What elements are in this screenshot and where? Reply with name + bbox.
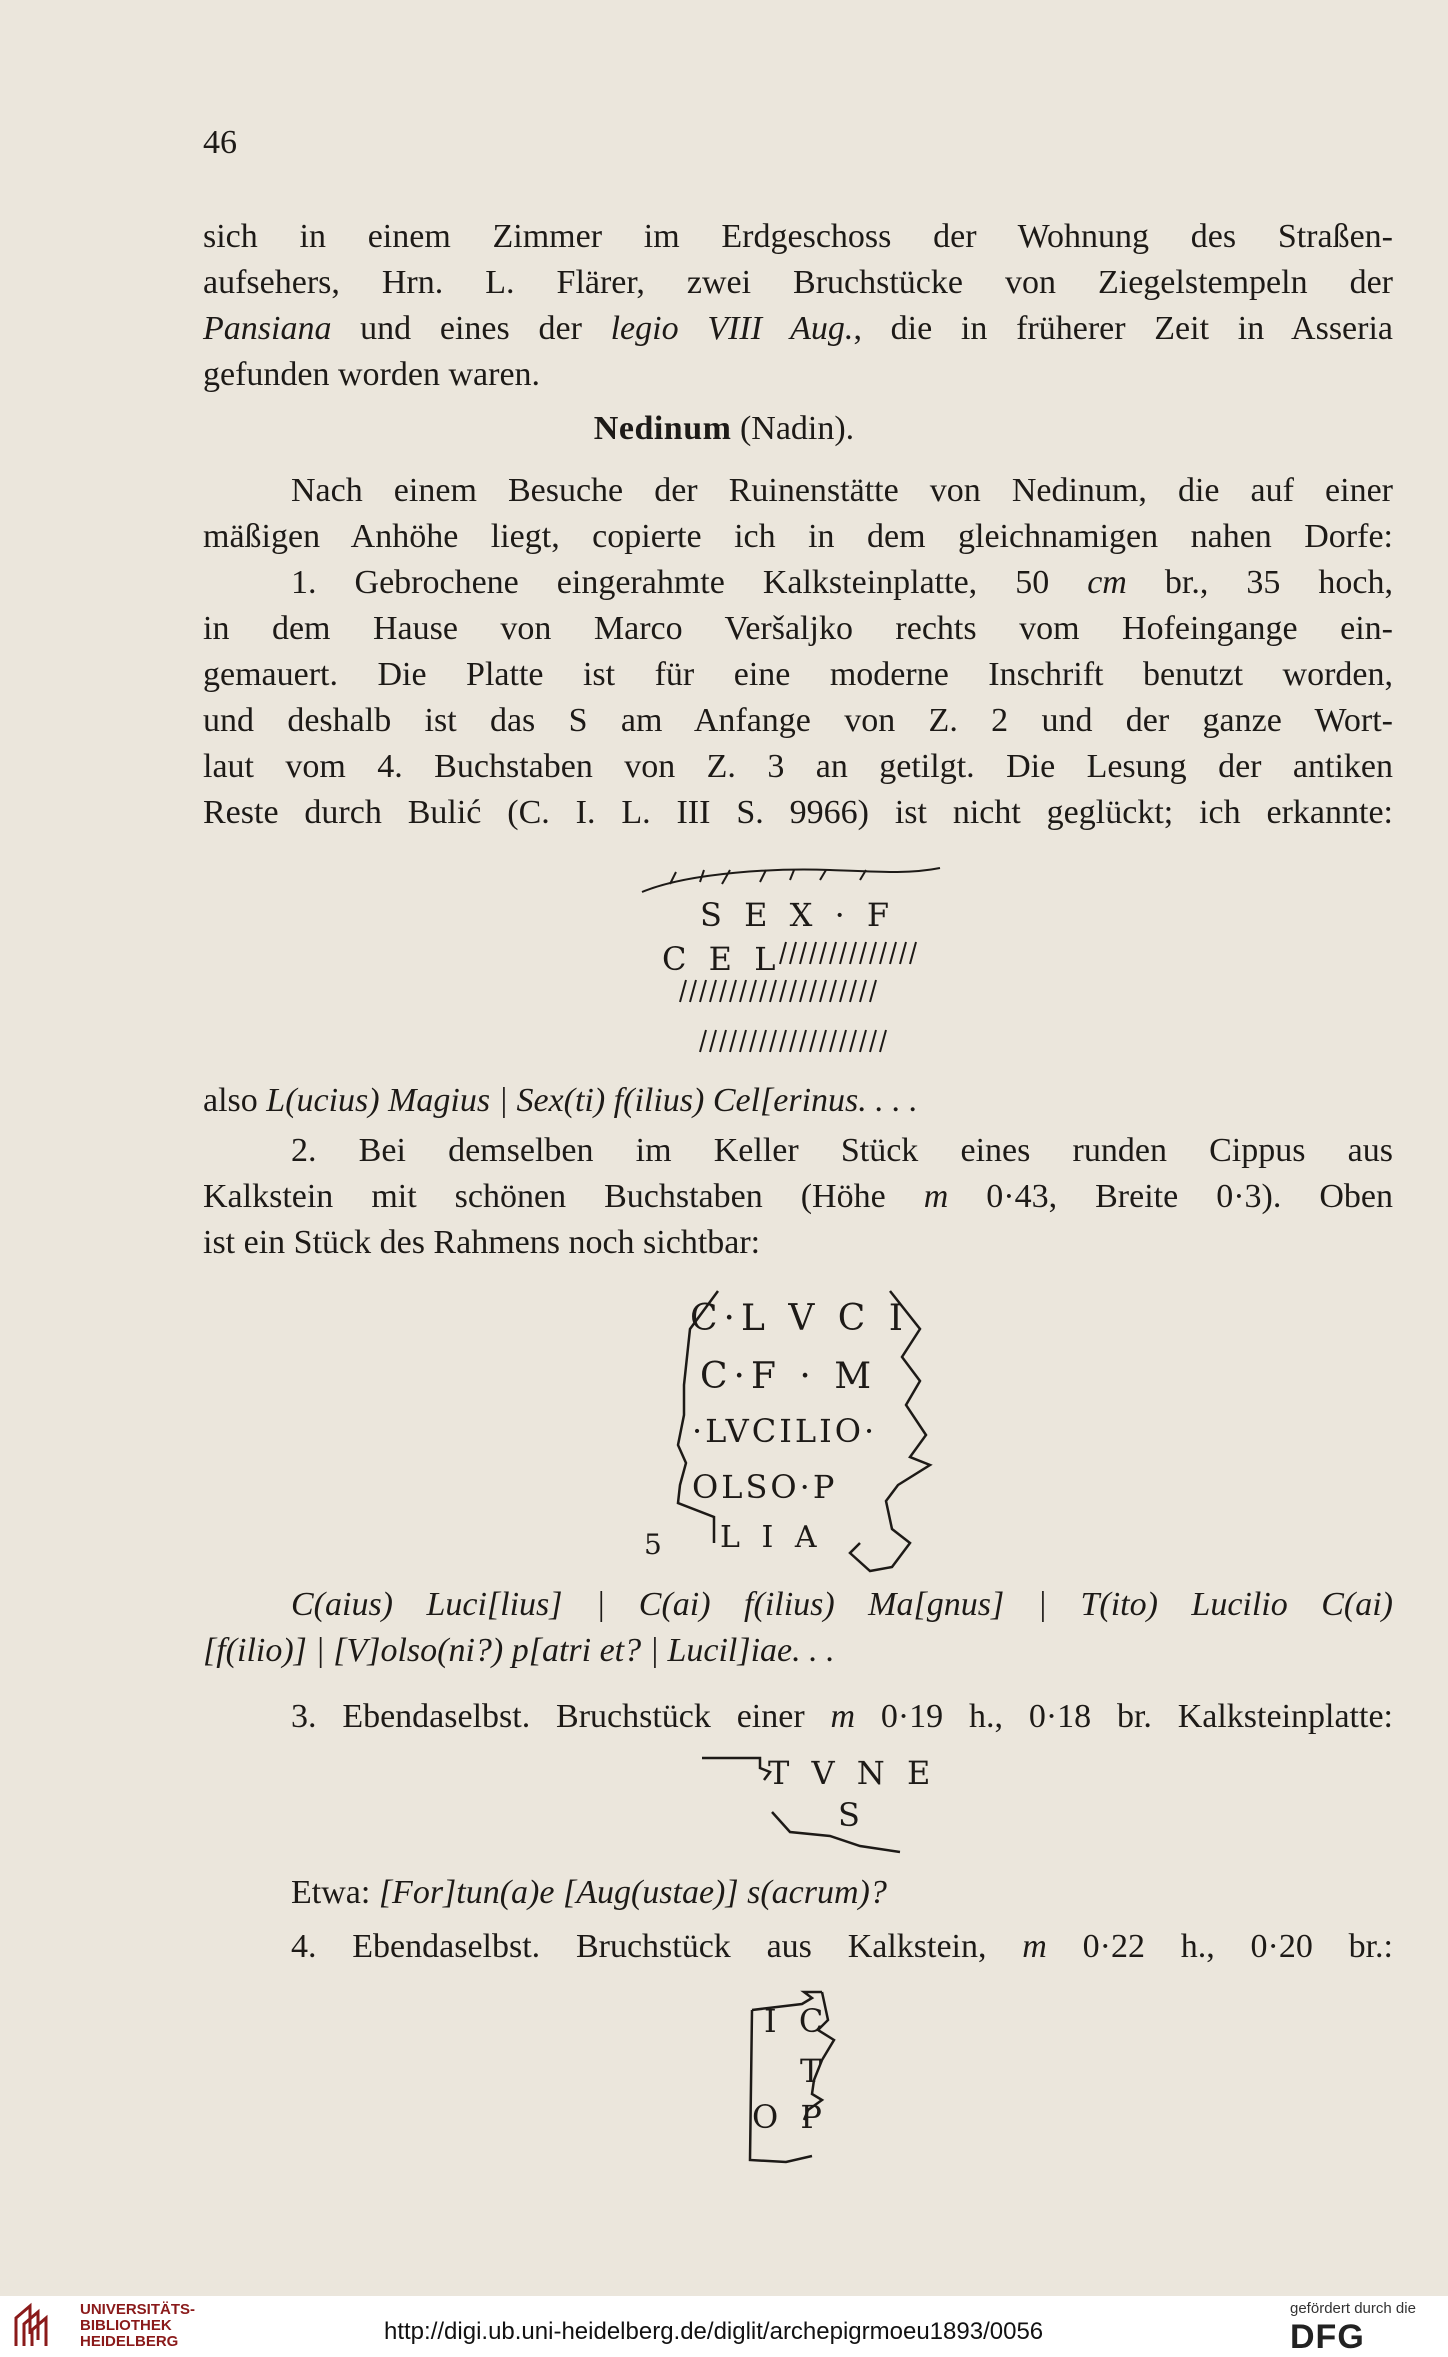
text-run: und eines der (331, 310, 611, 347)
text-line: gefunden worden waren. (203, 356, 541, 393)
inscription-4-line-2: T (800, 2052, 828, 2090)
text-line (203, 1924, 1393, 1970)
text-run: 4. Ebendaselbst. Bruchstück aus Kalkstein, (291, 1928, 1023, 1965)
inscription-4-line-3: O P (752, 2098, 828, 2136)
paragraph-5 (203, 1694, 1393, 1740)
inscription-1-line-3: C E L (662, 940, 782, 978)
funder-label: gefördert durch die (1290, 2300, 1416, 2317)
text-line: Reste durch Bulić (C. I. L. III S. 9966) ist nicht geglückt; ich erkannte: (203, 794, 1393, 831)
text-line: Nach einem Besuche der Ruinenstätte von Nedinum, die auf einer (291, 472, 1393, 509)
text-line: 2. Bei demselben im Keller Stück eines runden Cippus aus (291, 1132, 1393, 1169)
reading-3 (203, 1870, 1393, 1916)
text-line (203, 560, 1393, 606)
library-line: UNIVERSITÄTS- (80, 2301, 196, 2318)
paragraph-2 (203, 468, 1393, 560)
line-number: 5 (644, 1528, 662, 1561)
inscription-3-line-2: S (838, 1796, 866, 1834)
text-run: 0·19 h., 0·18 br. Kalksteinplatte: (855, 1698, 1393, 1735)
text-run: Etwa: (291, 1874, 379, 1911)
text-run: 0·22 h., 0·20 br.: (1046, 1928, 1393, 1965)
text-run: Kalkstein mit schönen Buchstaben (Höhe (203, 1178, 924, 1215)
reading-1 (203, 1078, 1393, 1124)
text-line: ist ein Stück des Rahmens noch sichtbar: (203, 1224, 761, 1261)
italic-term: Pansiana (203, 310, 332, 347)
text-line (203, 1870, 1393, 1916)
text-line: aufsehers, Hrn. L. Flärer, zwei Bruchstücke von Ziegelstempeln der (203, 264, 1393, 301)
page-number: 46 (203, 124, 237, 161)
text-line (203, 306, 1393, 352)
text-line (203, 1174, 1393, 1220)
italic-reading: [For]tun(a)e [Aug(ustae)] s(acrum)? (378, 1874, 887, 1911)
inscription-2-line-1: C·L V C I (690, 1298, 909, 1339)
text-line: laut vom 4. Buchstaben von Z. 3 an getilgt. Die Lesung der antiken (203, 748, 1393, 785)
text-line: und deshalb ist das S am Anfange von Z. 2 und der ganze Wort- (203, 702, 1393, 739)
italic-term: legio VIII Aug. (610, 310, 854, 347)
inscription-3-line-1: T V N E (768, 1754, 937, 1792)
unit: cm (1087, 564, 1127, 601)
text-run: , die in früherer Zeit in Asseria (853, 310, 1394, 347)
section-heading (0, 410, 1448, 448)
text-line: sich in einem Zimmer im Erdgeschoss der Wohnung des Straßen- (203, 218, 1393, 255)
text-run: br., 35 hoch, (1126, 564, 1393, 601)
paragraph-1 (203, 214, 1393, 398)
text-line: gemauert. Die Platte ist für eine moderne Inschrift benutzt worden, (203, 656, 1393, 693)
paragraph-6 (203, 1924, 1393, 1970)
text-line (203, 1694, 1393, 1740)
text-line: C(aius) Luci[lius] | C(ai) f(ilius) Ma[gnus] | T(ito) Lucilio C(ai) (291, 1586, 1393, 1623)
text-run: 0·43, Breite 0·3). Oben (948, 1178, 1394, 1215)
heading-modern-name: (Nadin). (739, 410, 855, 447)
library-line: HEIDELBERG (80, 2333, 179, 2350)
unit: m (923, 1178, 949, 1215)
text-line: [f(ilio)] | [V]olso(ni?) p[atri et? | Lucil]iae. . . (203, 1632, 835, 1669)
inscription-4-line-1: I C (764, 2002, 830, 2040)
inscription-2-line-3: ·LVCILIO· (692, 1412, 878, 1450)
library-line: BIBLIOTHEK (80, 2317, 172, 2334)
university-library-logo (10, 2302, 70, 2350)
heading-name: Nedinum (593, 410, 732, 447)
unit: m (830, 1698, 856, 1735)
text-run: 3. Ebendaselbst. Bruchstück einer (291, 1698, 831, 1735)
text-line: mäßigen Anhöhe liegt, copierte ich in dem gleichnamigen nahen Dorfe: (203, 518, 1393, 555)
text-run: also (203, 1082, 267, 1119)
dfg-logo: DFG (1290, 2318, 1365, 2356)
italic-reading: L(ucius) Magius | Sex(ti) f(ilius) Cel[erinus. . . . (266, 1082, 918, 1119)
unit: m (1022, 1928, 1047, 1965)
permalink[interactable]: http://digi.ub.uni-heidelberg.de/diglit/archepigrmoeu1893/0056 (384, 2318, 1044, 2345)
paragraph-4 (203, 1128, 1393, 1266)
text-line (203, 1078, 1393, 1124)
text-line: in dem Hause von Marco Veršaljko rechts vom Hofeingange ein- (203, 610, 1393, 647)
paragraph-3 (203, 560, 1393, 836)
inscription-2-line-5: L I A (720, 1520, 823, 1555)
inscription-1-line-2: S E X · F (700, 896, 896, 934)
inscription-2-line-2: C·F · M (700, 1356, 878, 1397)
text-run: 1. Gebrochene eingerahmte Kalksteinplatte, 50 (291, 564, 1088, 601)
reading-2 (203, 1582, 1393, 1674)
inscription-2-line-4: OLSO·P (692, 1468, 838, 1506)
university-library-name (80, 2302, 195, 2350)
